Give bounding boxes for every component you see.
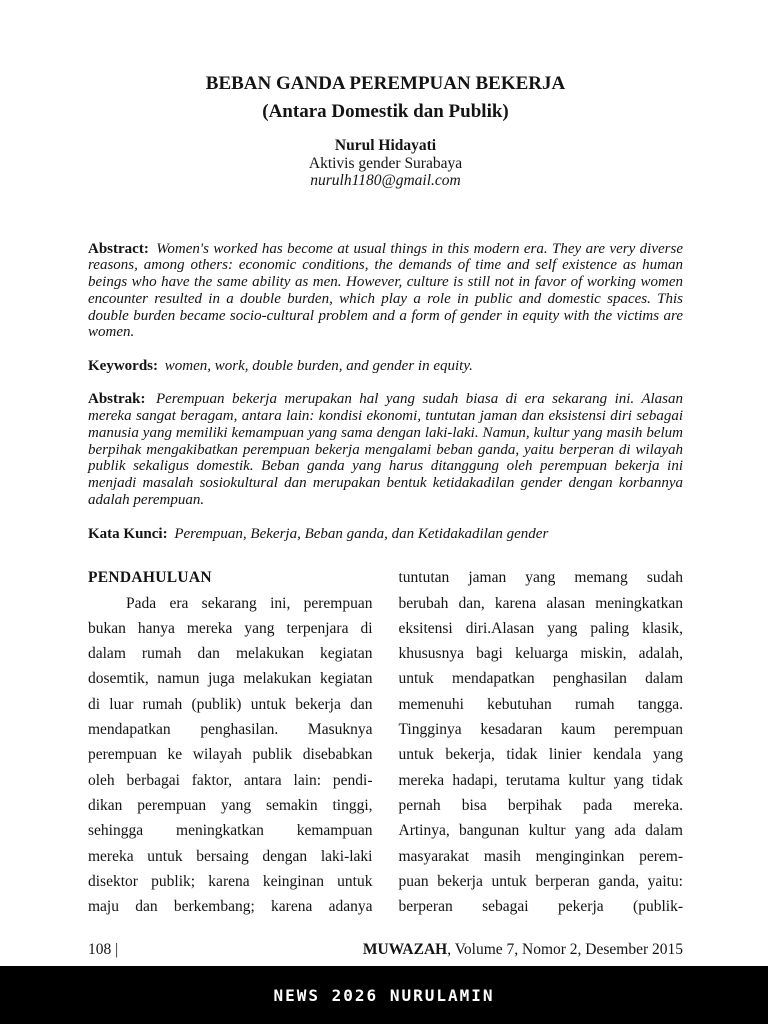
body-text-line: masyarakat masih menginginkan perem- bbox=[398, 847, 683, 865]
abstrak-label: Abstrak: bbox=[88, 391, 146, 408]
keywords-label: Keywords: bbox=[88, 358, 158, 375]
body-columns bbox=[88, 565, 683, 919]
article-title-line1: BEBAN GANDA PEREMPUAN BEKERJA bbox=[205, 73, 566, 94]
body-text-line: puan bekerja untuk berperan ganda, yaitu: bbox=[398, 872, 683, 890]
body-text-line: mereka untuk bersaing dengan laki-laki bbox=[88, 847, 373, 865]
keywords-english bbox=[88, 358, 683, 375]
body-text-line: oleh berbagai faktor, antara lain: pendi- bbox=[88, 771, 373, 789]
body-text-line: mereka hadapi, terutama kultur yang tidak bbox=[398, 771, 683, 789]
body-text-line: mendapatkan penghasilan. Masuknya bbox=[88, 721, 373, 739]
body-text-line: Artinya, bangunan kultur yang ada dalam bbox=[398, 822, 683, 840]
body-text-line: perempuan ke wilayah publik disebabkan bbox=[88, 746, 373, 764]
kata-kunci-label: Kata Kunci: bbox=[88, 526, 168, 543]
body-text-line: dikan perempuan yang semakin tinggi, bbox=[88, 796, 373, 814]
body-text-line: Pada era sekarang ini, perempuan bbox=[126, 594, 373, 612]
watermark-text: NEWS 2026 NURULAMIN bbox=[273, 985, 495, 1005]
abstrak-text: Perempuan bekerja merupakan hal yang sudah biasa di era sekarang ini. Alasan mereka sangat beragam, antara lain: kondisi ekonomi, tuntutan jaman dan eksistensi diri sebagai manusia yang memiliki kemampuan yang sama dengan laki-laki. Namun, kultur yang masih belum berpihak mengakibatkan perempuan bekerja mengalami beban ganda, yaitu berperan di wilayah publik sekaligus domestik. Beban ganda yang harus ditanggung oleh perempuan bekerja ini menjadi masalah sosiokultural dan merupakan bentuk ketidakadilan gender dengan korbannya adalah perempuan. bbox=[88, 391, 684, 509]
body-text-line: berperan sebagai pekerja (publik- bbox=[398, 898, 683, 916]
journal-name: MUWAZAH bbox=[362, 941, 448, 958]
abstract-label: Abstract: bbox=[88, 240, 149, 257]
journal-citation bbox=[363, 941, 683, 959]
page-footer bbox=[88, 941, 683, 959]
body-text-line: untuk mendapatkan penghasilan dalam bbox=[398, 670, 683, 688]
author-affiliation: Aktivis gender Surabaya bbox=[308, 154, 463, 172]
body-text-line: Tingginya kesadaran kaum perempuan bbox=[398, 721, 683, 739]
body-text-line: dosemtik, namun juga melakukan kegiatan bbox=[88, 670, 373, 688]
body-text-line: maju dan berkembang; karena adanya bbox=[88, 898, 373, 916]
abstract-english bbox=[88, 241, 683, 342]
page-number: 108 | bbox=[88, 941, 119, 958]
body-text-line: eksitensi diri.Alasan yang paling klasik, bbox=[398, 619, 683, 637]
article-title-line2: (Antara Domestik dan Publik) bbox=[262, 101, 509, 122]
author-email: nurulh1180@gmail.com bbox=[310, 172, 461, 189]
section-heading: PENDAHULUAN bbox=[88, 569, 212, 587]
left-column-text bbox=[88, 591, 373, 920]
article-title bbox=[88, 70, 683, 126]
kata-kunci-text: Perempuan, Bekerja, Beban ganda, dan Ketidakadilan gender bbox=[174, 526, 549, 543]
body-text-line: pernah bisa berpihak pada mereka. bbox=[398, 796, 683, 814]
body-text-line: tuntutan jaman yang memang sudah bbox=[398, 569, 683, 587]
body-text-line: disektor publik; karena keinginan untuk bbox=[88, 872, 373, 890]
right-column-text bbox=[399, 565, 684, 919]
body-text-line: sehingga meningkatkan kemampuan bbox=[88, 822, 373, 840]
journal-issue: , Volume 7, Nomor 2, Desember 2015 bbox=[447, 941, 683, 958]
body-text-line: untuk bekerja, tidak linier kendala yang bbox=[398, 746, 683, 764]
body-text-line: memenuhi kebutuhan rumah tangga. bbox=[398, 695, 683, 713]
body-text-line: khususnya bagi keluarga miskin, adalah, bbox=[398, 645, 683, 663]
author-name: Nurul Hidayati bbox=[334, 137, 437, 154]
keywords-text: women, work, double burden, and gender in equity. bbox=[164, 358, 473, 375]
author-block bbox=[88, 137, 683, 190]
body-text-line: bukan hanya mereka yang terpenjara di bbox=[88, 619, 373, 637]
abstract-text: Women's worked has become at usual things in this modern era. They are very diverse reasons, among others: economic conditions, the demands of time and self existence as human beings who have the same ability as men. However, culture is still not in favor of working women encounter resulted in a double burden, which play a role in public and domestic spaces. This double burden became socio-cultural problem and a form of gender in equity with the victims are women. bbox=[88, 240, 684, 341]
body-text-line: di luar rumah (publik) untuk bekerja dan bbox=[88, 695, 373, 713]
body-column-left bbox=[88, 565, 373, 919]
keywords-indonesian bbox=[88, 526, 683, 543]
body-text-line: berubah dan, karena alasan meningkatkan bbox=[398, 594, 683, 612]
body-text-line: dalam rumah dan melakukan kegiatan bbox=[88, 645, 373, 663]
abstract-indonesian bbox=[88, 391, 683, 509]
watermark-bar bbox=[0, 966, 768, 1024]
body-column-right bbox=[399, 565, 684, 919]
